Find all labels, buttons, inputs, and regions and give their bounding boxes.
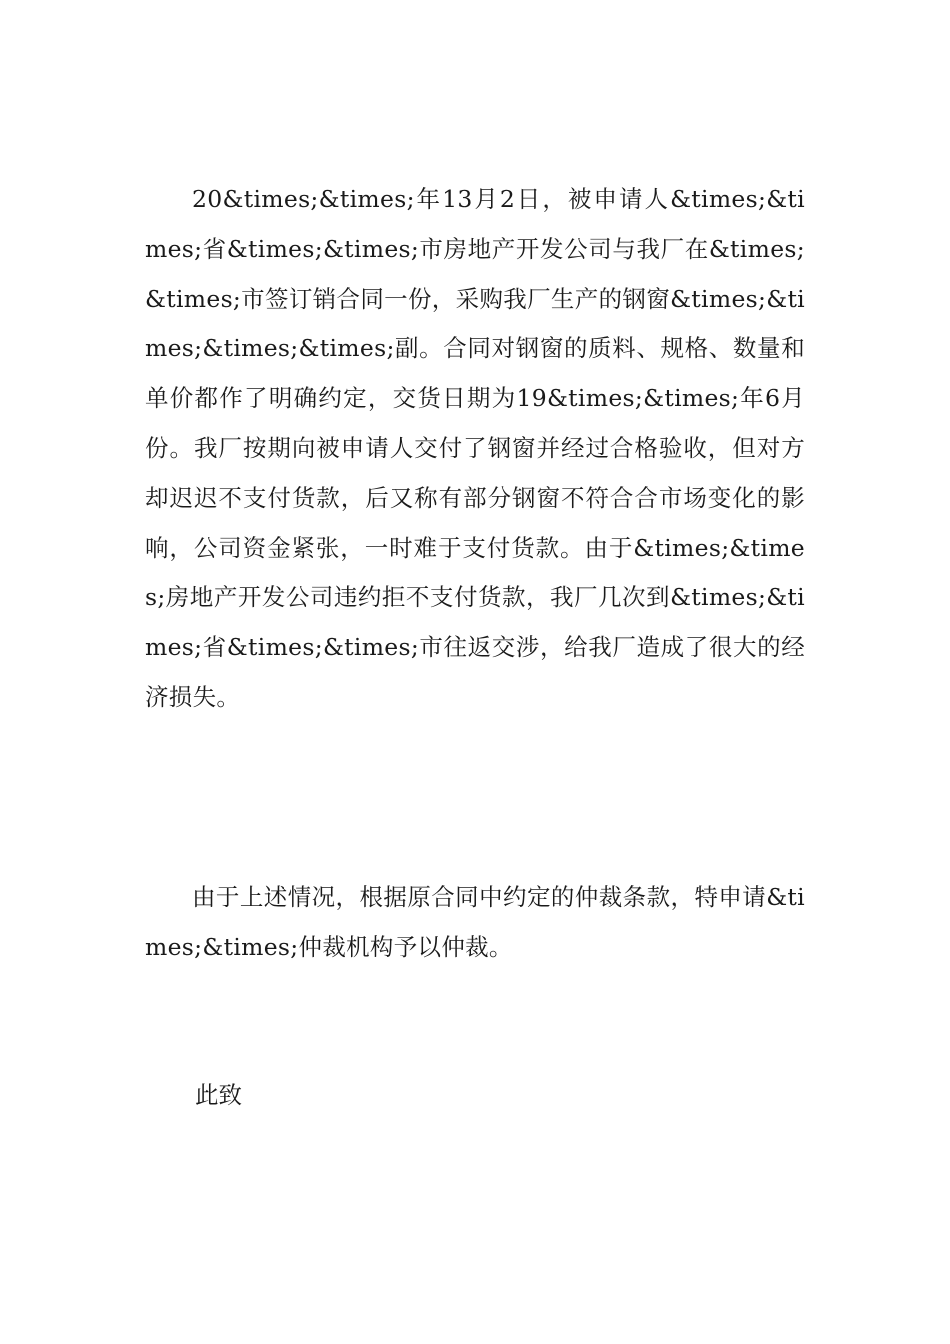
body-paragraph-facts: 20&times;&times;年13月2日，被申请人&times;&times;省&times;&times;市房地产开发公司与我厂在&times;&times;市签订销合同一份，采购我厂生产的钢窗&times;&times;&times;&times;副。合同对钢窗的质料、规格、数量和单价都作了明确约定，交货日期为19&times;&times;年6月份。我厂按期向被申请人交付了钢窗并经过合格验收，但对方却迟迟不支付货款，后又称有部分钢窗不符合合市场变化的影响，公司资金紧张，一时难于支付货款。由于&times;&times;房地产开发公司违约拒不支付货款，我厂几次到&times;&times;省&times;&times;市往返交涉，给我厂造成了很大的经济损失。 [145,185,805,711]
closing-salutation: 此致 [195,1081,242,1109]
body-paragraph-request: 由于上述情况，根据原合同中约定的仲裁条款，特申请&times;&times;仲裁机构予以仲裁。 [145,883,805,961]
